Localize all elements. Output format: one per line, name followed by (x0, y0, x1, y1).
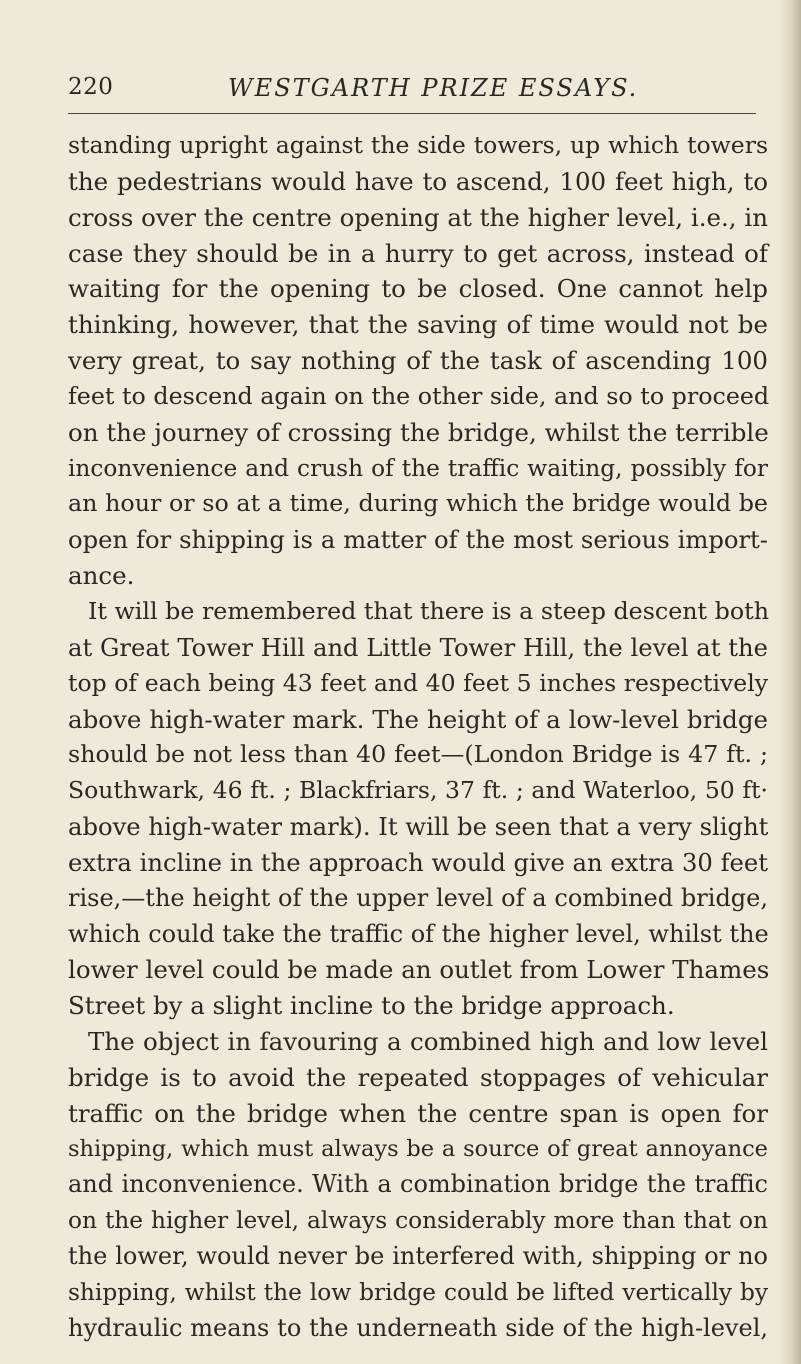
text-line: ance. (68, 561, 135, 591)
body-text (68, 128, 768, 1347)
text-line: extra incline in the approach would give an extra 30 feet (68, 847, 768, 877)
running-head: WESTGARTH PRIZE ESSAYS. (228, 74, 639, 102)
text-line: lower level could be made an outlet from Lower Thames (68, 955, 770, 985)
text-line: on the journey of crossing the bridge, whilst the terrible (68, 417, 769, 447)
text-line: It will be remembered that there is a steep descent both (88, 596, 769, 625)
text-line: shipping, whilst the low bridge could be lifted vertically by (68, 1279, 768, 1306)
text-line: Southwark, 46 ft. ; Blackfriars, 37 ft. ; and Waterloo, 50 ft· (68, 776, 768, 805)
text-line: traffic on the bridge when the centre span is open for (68, 1098, 768, 1128)
text-line: inconvenience and crush of the traffic waiting, possibly for (68, 454, 768, 482)
text-line: at Great Tower Hill and Little Tower Hill, the level at the (68, 632, 768, 662)
text-line: on the higher level, always considerably more than that on (68, 1207, 768, 1235)
text-line: feet to descend again on the other side, and so to proceed (68, 381, 770, 410)
text-line: very great, to say nothing of the task of ascending 100 (68, 346, 768, 376)
header-rule (68, 113, 756, 114)
text-line: bridge is to avoid the repeated stoppages of vehicular (68, 1062, 768, 1092)
text-line: thinking, however, that the saving of time would not be (68, 310, 768, 340)
text-line: Street by a slight incline to the bridge approach. (68, 991, 675, 1021)
text-line: an hour or so at a time, during which the bridge would be (68, 489, 768, 518)
text-line: should be not less than 40 feet—(London Bridge is 47 ft. ; (68, 740, 768, 769)
text-line: above high-water mark. The height of a low-level bridge (68, 704, 768, 734)
text-line: open for shipping is a matter of the most serious import- (68, 525, 768, 555)
page-header (68, 74, 756, 106)
text-line: the pedestrians would have to ascend, 100 feet high, to (68, 166, 768, 196)
text-line: cross over the centre opening at the higher level, i.e., in (68, 202, 768, 232)
text-line: and inconvenience. With a combination bridge the traffic (68, 1170, 768, 1199)
text-line: which could take the traffic of the higher level, whilst the (68, 919, 769, 948)
text-line: hydraulic means to the underneath side of the high-level, (68, 1313, 768, 1342)
text-line: The object in favouring a combined high and low level (88, 1027, 768, 1057)
text-line: rise,—the height of the upper level of a combined bridge, (68, 883, 768, 912)
text-line: case they should be in a hurry to get across, instead of (68, 238, 768, 268)
text-line: top of each being 43 feet and 40 feet 5 inches respectively (68, 668, 768, 697)
text-line: shipping, which must always be a source of great annoyance (68, 1135, 768, 1162)
text-line: above high-water mark). It will be seen that a very slight (68, 812, 769, 842)
text-line: the lower, would never be interfered with, shipping or no (68, 1242, 768, 1271)
text-line: waiting for the opening to be closed. One cannot help (68, 274, 768, 304)
page-number: 220 (68, 74, 114, 100)
page-edge-shadow (779, 0, 801, 1364)
text-line: standing upright against the side towers, up which towers (68, 131, 768, 159)
